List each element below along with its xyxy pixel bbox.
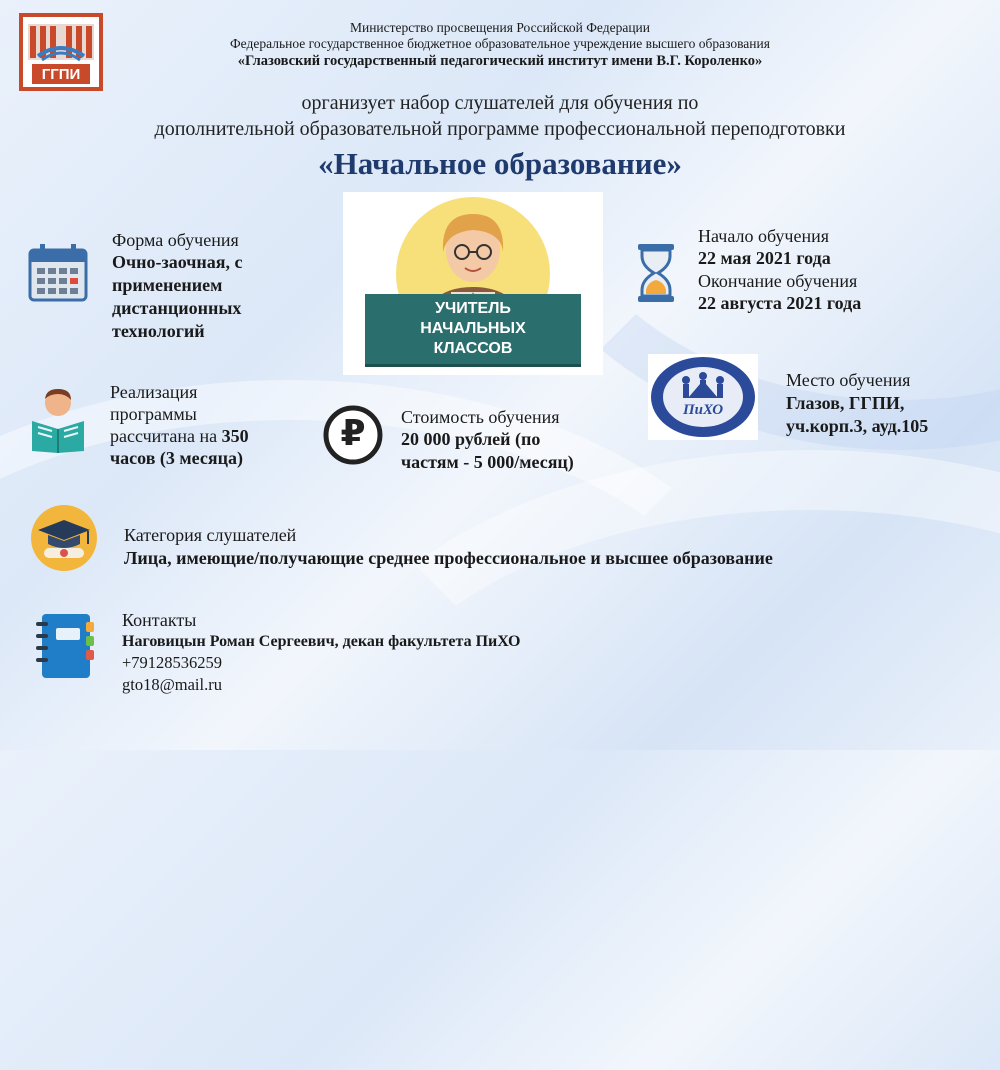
logo-text: ГГПИ bbox=[41, 66, 81, 83]
teacher-illustration bbox=[343, 192, 603, 375]
reading-person-icon bbox=[28, 387, 88, 453]
start-label: Начало обучения bbox=[698, 226, 830, 246]
form-value-1: Очно-заочная, с bbox=[112, 252, 243, 272]
ministry-line: Министерство просвещения Российской Федерации bbox=[349, 20, 651, 35]
dates-block bbox=[698, 225, 861, 315]
banner-line-1: УЧИТЕЛЬ bbox=[435, 300, 511, 317]
start-value: 22 мая 2021 года bbox=[698, 248, 831, 268]
intro-line-1: организует набор слушателей для обучения по bbox=[301, 92, 699, 114]
end-label: Окончание обучения bbox=[698, 271, 858, 291]
hourglass-icon bbox=[636, 244, 676, 302]
cost-value-2: частям - 5 000/месяц) bbox=[401, 452, 574, 472]
calendar-icon bbox=[28, 244, 88, 302]
cost-value-1: 20 000 рублей (по bbox=[401, 429, 541, 449]
contact-phone[interactable]: +79128536259 bbox=[122, 653, 223, 672]
faculty-logo-text: ПиХО bbox=[682, 402, 724, 418]
contacts-label: Контакты bbox=[122, 610, 197, 630]
contacts-block bbox=[122, 609, 520, 696]
category-block bbox=[124, 524, 773, 570]
program-title: «Начальное образование» bbox=[318, 146, 682, 181]
category-label: Категория слушателей bbox=[124, 525, 297, 545]
duration-line-2: программы bbox=[110, 404, 197, 424]
form-label: Форма обучения bbox=[112, 230, 239, 250]
duration-line-3 bbox=[110, 425, 249, 447]
duration-line-1: Реализация bbox=[110, 382, 198, 402]
form-value-3: дистанционных bbox=[112, 298, 242, 318]
banner bbox=[365, 294, 581, 364]
graduation-cap-icon bbox=[30, 504, 98, 572]
category-value: Лица, имеющие/получающие среднее профессиональное и высшее образование bbox=[124, 548, 773, 568]
cost-label: Стоимость обучения bbox=[401, 407, 560, 427]
ruble-glyph: ₽ bbox=[340, 413, 366, 454]
place-block bbox=[786, 369, 928, 438]
place-value-1: Глазов, ГГПИ, bbox=[786, 393, 905, 413]
cost-block bbox=[401, 406, 574, 474]
banner-line-3: КЛАССОВ bbox=[433, 340, 513, 357]
ruble-icon bbox=[322, 404, 384, 466]
form-block bbox=[112, 229, 243, 343]
contact-person: Наговицын Роман Сергеевич, декан факультета ПиХО bbox=[122, 633, 521, 650]
contact-email[interactable]: gto18@mail.ru bbox=[122, 675, 222, 694]
duration-block bbox=[110, 381, 249, 470]
notebook-icon bbox=[36, 612, 98, 680]
place-label: Место обучения bbox=[786, 370, 911, 390]
duration-line-3-text: рассчитана на bbox=[110, 426, 222, 446]
faculty-logo bbox=[648, 354, 758, 440]
banner-line-2: НАЧАЛЬНЫХ bbox=[420, 320, 526, 337]
end-value: 22 августа 2021 года bbox=[698, 293, 862, 313]
duration-hours: 350 bbox=[221, 426, 249, 446]
institution-type-line: Федеральное государственное бюджетное образовательное учреждение высшего образования bbox=[230, 36, 770, 51]
form-value-2: применением bbox=[112, 275, 223, 295]
institution-name-line: «Глазовский государственный педагогический институт имени В.Г. Короленко» bbox=[237, 53, 763, 69]
duration-line-4: часов (3 месяца) bbox=[110, 448, 243, 468]
form-value-4: технологий bbox=[112, 321, 205, 341]
place-value-2: уч.корп.3, ауд.105 bbox=[786, 416, 929, 436]
intro-line-2: дополнительной образовательной программе профессиональной переподготовки bbox=[154, 118, 846, 140]
